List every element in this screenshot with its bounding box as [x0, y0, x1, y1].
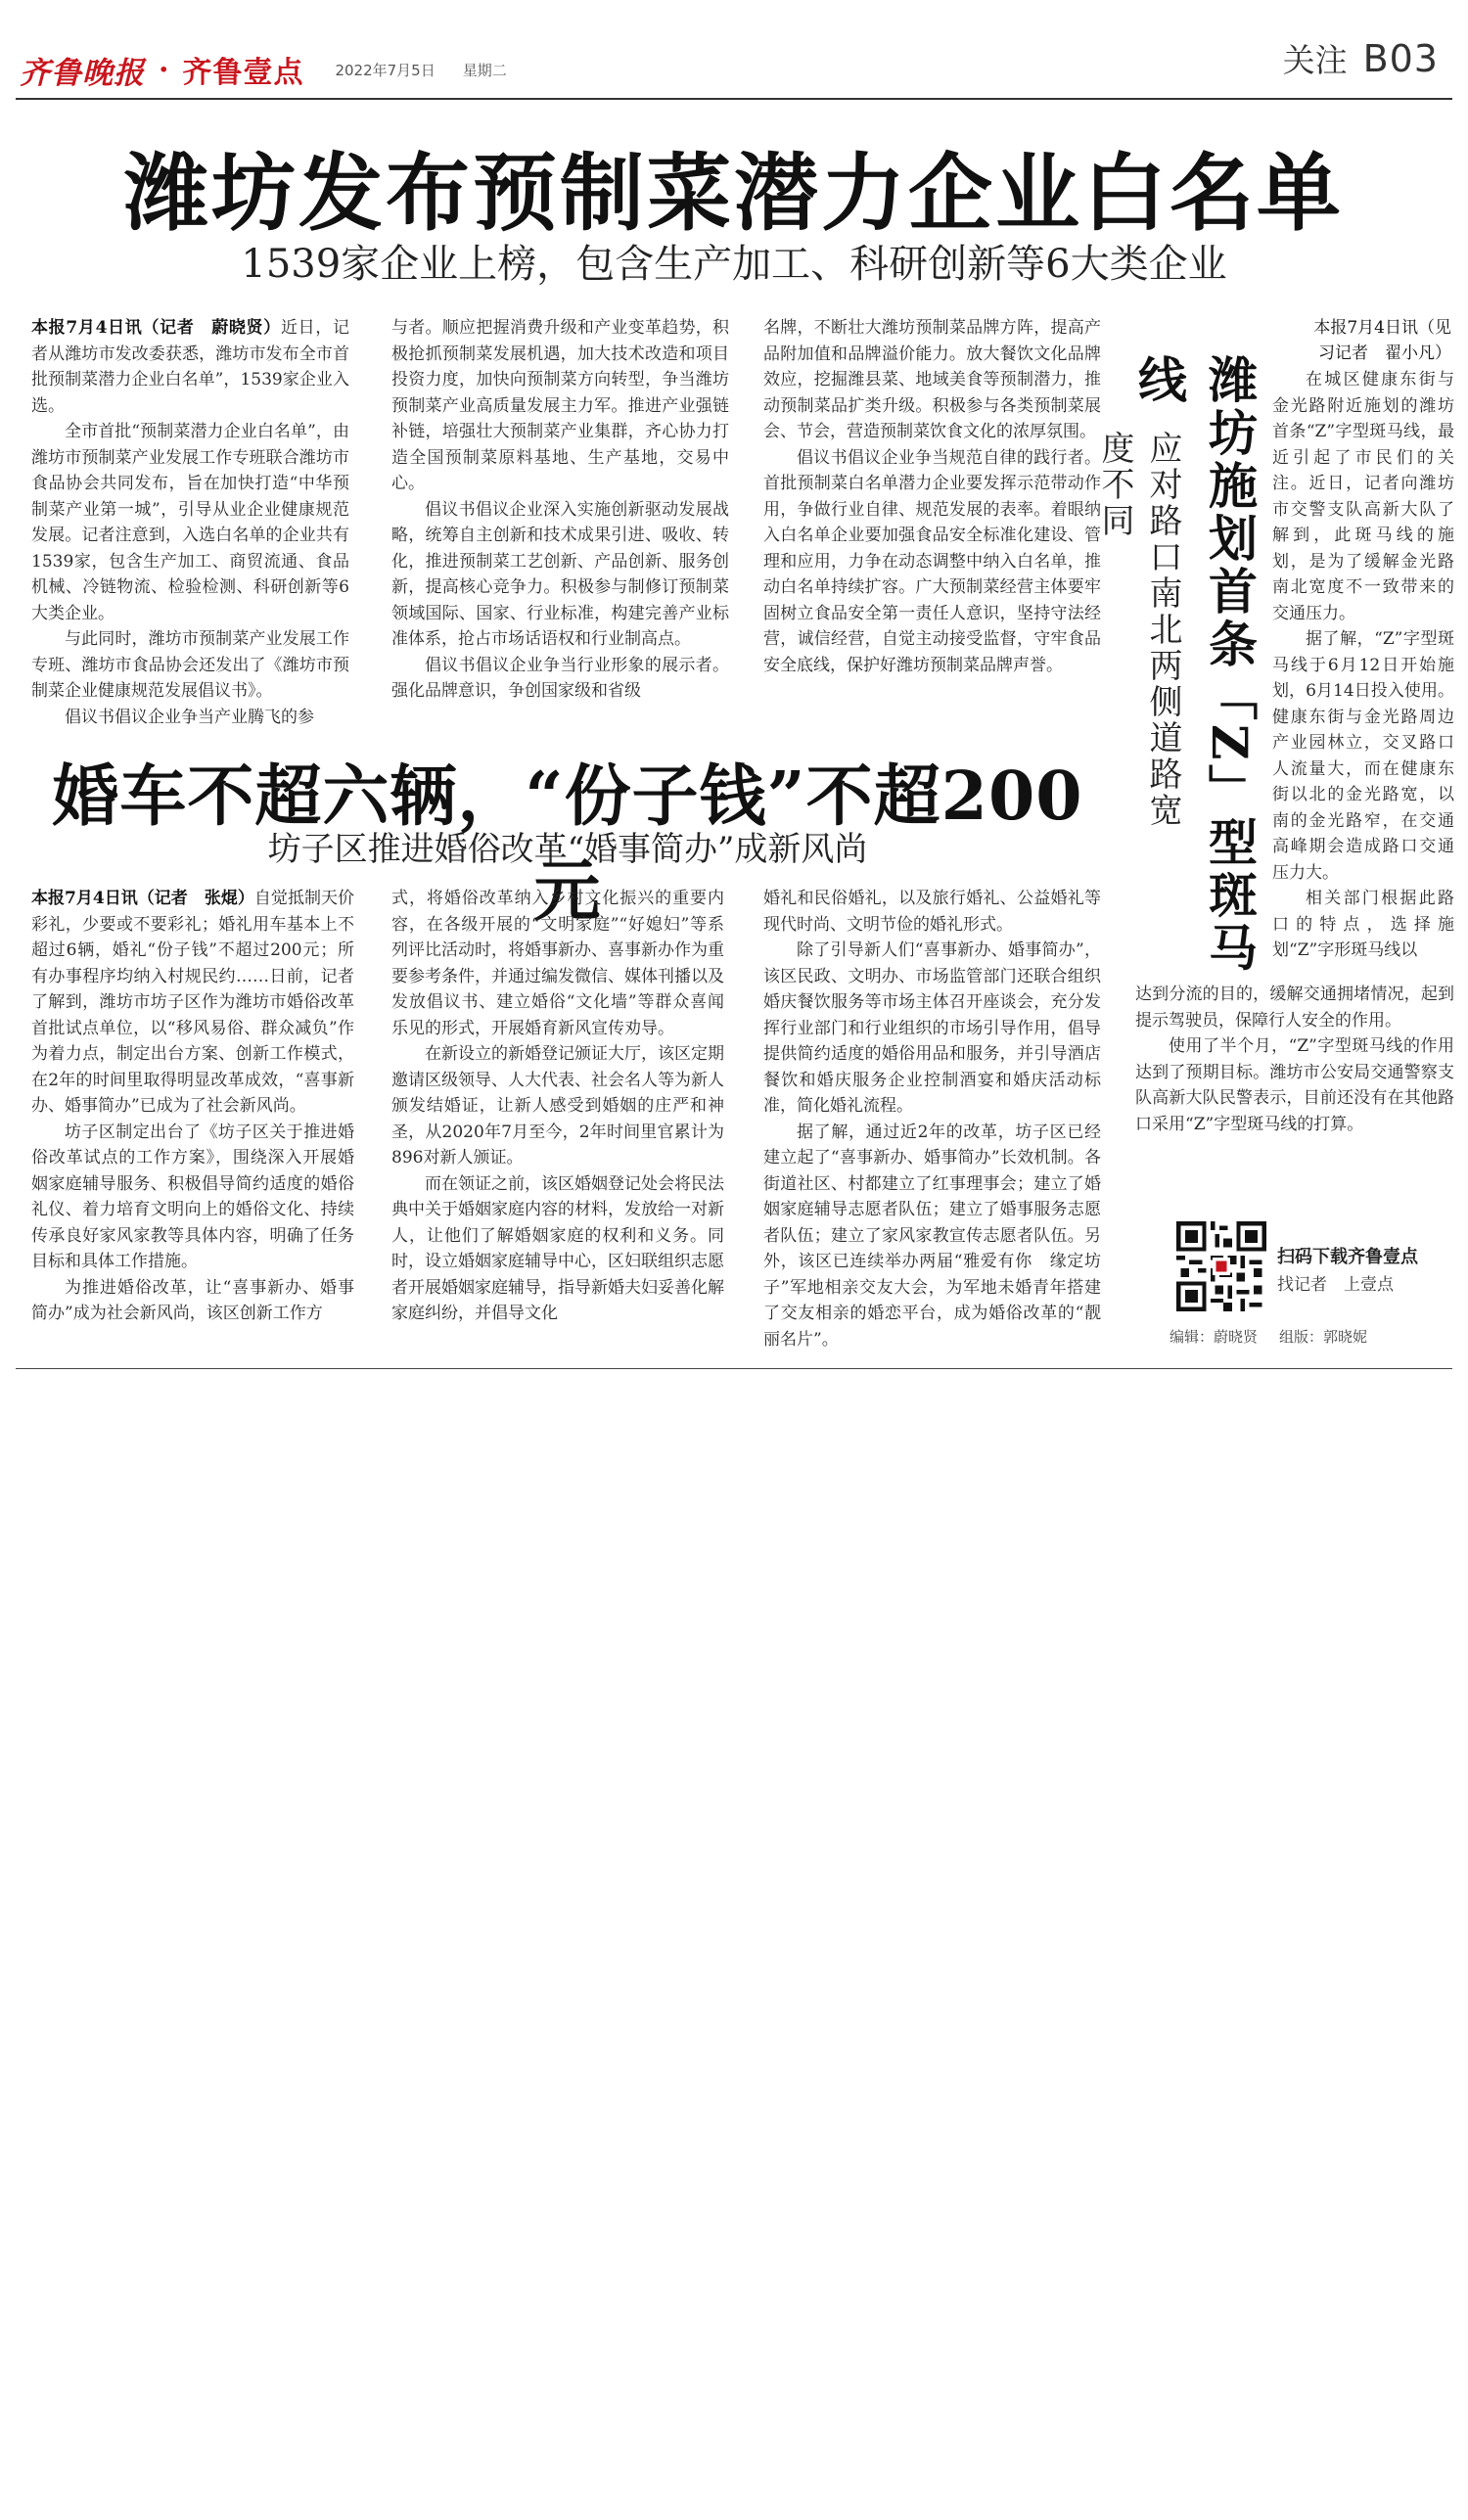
article2-column-2: [391, 886, 724, 1346]
article1-para: 倡议书倡议企业争当规范自律的践行者。首批预制菜白名单潜力企业要发挥示范带动作用，争做行业自律、规范发展的表率。着眼纳入白名单企业要加强食品安全标准化建设、管理和应用，力争在动态调整中纳入白名单，推动白名单持续扩容。广大预制菜经营主体要牢固树立食品安全第一责任人意识，坚持守法经营，诚信经营，自觉主动接受监督，守牢食品安全底线，保护好潍坊预制菜品牌声誉。: [763, 447, 1101, 675]
article2-column-1: [31, 886, 354, 1346]
article1-column-3: [763, 315, 1101, 716]
sidebar-para: 据了解，“Z”字型斑马线于6月12日开始施划，6月14日投入使用。健康东街与金光路周边产业园林立，交叉路口人流量大，而在健康东街以北的金光路宽，以南的金光路窄，在交通高峰期会造成路口交通压力大。: [1272, 629, 1454, 883]
qr-code-icon[interactable]: [1176, 1221, 1266, 1311]
article2-para: 本报7月4日讯（记者 张焜）自觉抵制天价彩礼，少要或不要彩礼；婚礼用车基本上不超过6辆，婚礼“份子钱”不超过200元；所有办事程序均纳入村规民约……日前，记者了解到，潍坊市坊子区作为潍坊市婚俗改革首批试点单位，以“移风易俗、群众减负”作为着力点，制定出台方案、创新工作模式，在2年的时间里取得明显改革成效，“喜事新办、婚事简办”已成为了社会新风尚。: [31, 889, 354, 1116]
qr-caption: 扫码下载齐鲁壹点: [1277, 1247, 1418, 1267]
article1-column-1: [31, 315, 349, 727]
article2-byline: 本报7月4日讯（记者 张焜）: [31, 889, 254, 908]
article2-headline: 婚车不超六辆，“份子钱”不超200元: [52, 757, 1083, 931]
article2-para: 坊子区制定出台了《坊子区关于推进婚俗改革试点的工作方案》，围绕深入开展婚姻家庭辅导服务、积极倡导简约适度的婚俗礼仪、着力培育文明向上的婚俗文化、持续传承良好家风家教等具体内容，明确了任务目标和具体工作措施。: [31, 1122, 354, 1271]
header-rule: [16, 98, 1452, 100]
sidebar-column-bottom: [1135, 982, 1454, 1177]
article1-headline: 潍坊发布预制菜潜力企业白名单: [124, 144, 1344, 243]
content-bottom-rule: [16, 1368, 1452, 1369]
paper-logo: 齐鲁晚报: [20, 55, 145, 91]
sidebar-subheadline: 应对路口南北两侧道路宽度不同: [1095, 431, 1182, 829]
app-logo: 齐鲁壹点: [182, 56, 304, 90]
page-label: [1283, 35, 1439, 81]
sidebar-para: 相关部门根据此路口的特点，选择施划“Z”字形斑马线以: [1272, 889, 1454, 960]
issue-date: 2022年7月5日: [335, 61, 436, 79]
article1-para: 本报7月4日讯（记者 蔚晓贤）近日，记者从潍坊市发改委获悉，潍坊市发布全市首批预制菜潜力企业白名单”，1539家企业入选。: [31, 318, 349, 416]
article1-byline: 本报7月4日讯（记者 蔚晓贤）: [31, 318, 281, 338]
article1-para: 全市首批“预制菜潜力企业白名单”，由潍坊市预制菜产业发展工作专班联合潍坊市食品协会共同发布，旨在加快打造“中华预制菜产业第一城”，引导从业企业健康规范发展。记者注意到，入选白名单的企业共有1539家，包含生产加工、商贸流通、食品机械、冷链物流、检验检测、科研创新等6大类企业。: [31, 422, 349, 623]
article2-para: 婚礼和民俗婚礼，以及旅行婚礼、公益婚礼等现代时尚、文明节俭的婚礼形式。: [763, 889, 1101, 935]
logo-separator: ·: [159, 52, 169, 87]
article2-para: 式，将婚俗改革纳入乡村文化振兴的重要内容，在各级开展的“文明家庭”“好媳妇”等系列评比活动时，将婚事新办、喜事新办作为重要参考条件，并通过编发微信、媒体刊播以及发放倡议书、建立婚俗“文化墙”等群众喜闻乐见的形式，开展婚育新风宣传劝导。: [391, 889, 724, 1038]
article1-para: 与此同时，潍坊市预制菜产业发展工作专班、潍坊市食品协会还发出了《潍坊市预制菜企业健康规范发展倡议书》。: [31, 629, 349, 701]
article1-column-2: [391, 315, 729, 716]
sidebar-byline: 本报7月4日讯（见习记者 翟小凡）: [1313, 318, 1451, 363]
article2-para: 在新设立的新婚登记颁证大厅，该区定期邀请区级领导、人大代表、社会名人等为新人颁发结婚证，让新人感受到婚姻的庄严和神圣，从2020年7月至今，2年时间里官累计为896对新人颁证。: [391, 1044, 724, 1168]
sidebar-column-right: [1272, 367, 1454, 993]
sidebar-headline: 潍坊施划首条「Z」型斑马线: [1130, 354, 1259, 976]
editor-name: 编辑：蔚晓贤: [1170, 1328, 1259, 1346]
article1-para: 与者。顺应把握消费升级和产业变革趋势，积极抢抓预制菜发展机遇，加大技术改造和项目投资力度，加快向预制菜方向转型，争当潍坊预制菜产业高质量发展主力军。推进产业强链补链，培强壮大预制菜产业集群，齐心协力打造全国预制菜原料基地、生产基地，交易中心。: [391, 318, 729, 493]
article1-para: 倡议书倡议企业争当行业形象的展示者。强化品牌意识，争创国家级和省级: [391, 655, 729, 701]
article1-para: 倡议书倡议企业争当产业腾飞的参: [65, 707, 314, 727]
article2-para: 除了引导新人们“喜事新办、婚事简办”，该区民政、文明办、市场监管部门还联合组织婚庆餐饮服务等市场主体召开座谈会，充分发挥行业部门和行业组织的市场引导作用，倡导提供简约适度的婚俗用品和服务，并引导酒店餐饮和婚庆服务企业控制酒宴和婚庆活动标准，简化婚礼流程。: [763, 940, 1101, 1116]
layout-name: 组版：郭晓妮: [1279, 1328, 1368, 1346]
page-number: B03: [1362, 37, 1439, 80]
sidebar-para: 达到分流的目的，缓解交通拥堵情况，起到提示驾驶员，保障行人安全的作用。: [1135, 985, 1454, 1031]
article2-subheadline: 坊子区推进婚俗改革“婚事简办”成新风尚: [267, 830, 868, 869]
qr-slogan: 找记者 上壹点: [1277, 1275, 1394, 1295]
masthead: [20, 47, 507, 92]
sidebar-para: 在城区健康东街与金光路附近施划的潍坊首条“Z”字型斑马线，最近引起了市民们的关注。近日，记者向潍坊市交警支队高新大队了解到，此斑马线的施划，是为了缓解金光路南北宽度不一致带来的交通压力。: [1272, 370, 1454, 623]
sidebar-para: 使用了半个月，“Z”字型斑马线的作用达到了预期目标。潍坊市公安局交通警察支队高新大队民警表示，目前还没有在其他路口采用“Z”字型斑马线的打算。: [1135, 1036, 1454, 1134]
editor-credits: [1170, 1326, 1367, 1347]
article2-column-3: [763, 886, 1101, 1350]
section-name: 关注: [1282, 41, 1348, 79]
article1-subheadline: 1539家企业上榜，包含生产加工、科研创新等6大类企业: [241, 242, 1227, 287]
issue-weekday: 星期二: [462, 61, 507, 79]
article1-para: 名牌，不断壮大潍坊预制菜品牌方阵，提高产品附加值和品牌溢价能力。放大餐饮文化品牌效应，挖掘潍县菜、地域美食等预制潜力，推动预制菜品扩类升级。积极参与各类预制菜展会、节会，营造预制菜饮食文化的浓厚氛围。: [763, 318, 1101, 441]
article2-para: 而在领证之前，该区婚姻登记处会将民法典中关于婚姻家庭内容的材料，发放给一对新人，让他们了解婚姻家庭的权利和义务。同时，设立婚姻家庭辅导中心，区妇联组织志愿者开展婚姻家庭辅导，指导新婚夫妇妥善化解家庭纠纷，并倡导文化: [391, 1173, 724, 1323]
article1-para: 倡议书倡议企业深入实施创新驱动发展战略，统筹自主创新和技术成果引进、吸收、转化，推进预制菜工艺创新、产品创新、服务创新，提高核心竞争力。积极参与制修订预制菜领域国际、国家、行业标准，构建完善产业标准体系，抢占市场话语权和行业制高点。: [391, 499, 729, 649]
article2-para: 据了解，通过近2年的改革，坊子区已经建立起了“喜事新办、婚事简办”长效机制。各街道社区、村都建立了红事理事会；建立了婚姻家庭辅导志愿者队伍；建立了婚事服务志愿者队伍；建立了家风家教宣传志愿者队伍。另外，该区已连续举办两届“雅爱有你 缘定坊子”军地相亲交友大会，为军地未婚青年搭建了交友相亲的婚恋平台，成为婚俗改革的“靓丽名片”。: [763, 1122, 1101, 1350]
article2-para: 为推进婚俗改革，让“喜事新办、婚事简办”成为社会新风尚，该区创新工作方: [31, 1277, 354, 1323]
